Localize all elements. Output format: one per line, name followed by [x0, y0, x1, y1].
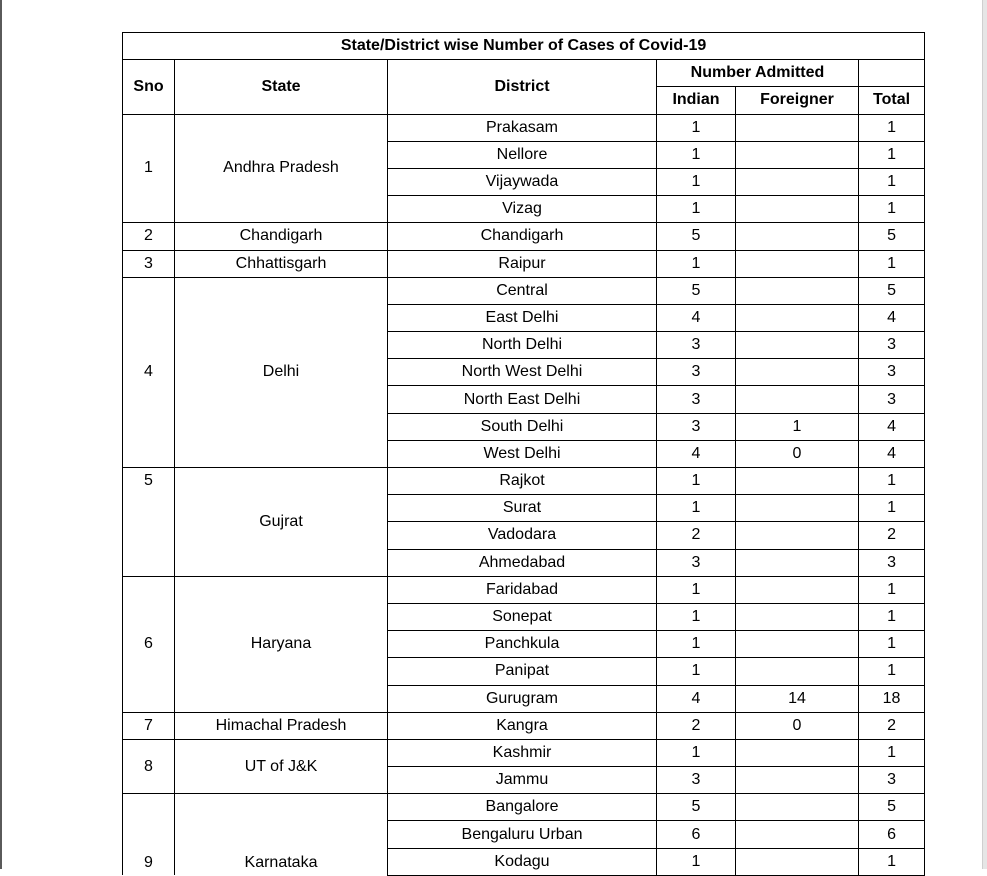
foreigner-cell [736, 250, 859, 277]
district-cell: West Delhi [388, 440, 657, 467]
foreigner-cell [736, 223, 859, 250]
indian-cell: 3 [657, 549, 736, 576]
state-cell: Karnataka [175, 794, 388, 876]
state-cell: Himachal Pradesh [175, 712, 388, 739]
table-row [123, 576, 925, 603]
total-cell: 3 [859, 332, 925, 359]
total-cell: 1 [859, 141, 925, 168]
district-cell: Bengaluru Urban [388, 821, 657, 848]
district-cell: Prakasam [388, 114, 657, 141]
table-header [123, 33, 925, 115]
foreigner-cell [736, 386, 859, 413]
district-cell: South Delhi [388, 413, 657, 440]
state-cell: Chhattisgarh [175, 250, 388, 277]
total-cell: 3 [859, 767, 925, 794]
foreigner-cell [736, 332, 859, 359]
table-row [123, 794, 925, 821]
indian-cell: 1 [657, 495, 736, 522]
foreigner-cell [736, 821, 859, 848]
foreigner-cell [736, 522, 859, 549]
indian-cell: 1 [657, 114, 736, 141]
foreigner-cell: 1 [736, 413, 859, 440]
header-total: Total [859, 87, 925, 114]
total-cell: 18 [859, 685, 925, 712]
table-row [123, 277, 925, 304]
foreigner-cell [736, 495, 859, 522]
foreigner-cell [736, 603, 859, 630]
state-cell: Gujrat [175, 468, 388, 577]
foreigner-cell [736, 196, 859, 223]
district-cell: Panipat [388, 658, 657, 685]
district-cell: Faridabad [388, 576, 657, 603]
indian-cell: 4 [657, 440, 736, 467]
sno-cell: 2 [123, 223, 175, 250]
indian-cell: 5 [657, 794, 736, 821]
table-row [123, 712, 925, 739]
foreigner-cell [736, 848, 859, 875]
indian-cell: 1 [657, 658, 736, 685]
indian-cell: 1 [657, 168, 736, 195]
district-cell: Kangra [388, 712, 657, 739]
indian-cell: 1 [657, 848, 736, 875]
table-row [123, 739, 925, 766]
foreigner-cell [736, 767, 859, 794]
total-cell: 1 [859, 468, 925, 495]
foreigner-cell [736, 168, 859, 195]
district-cell: Panchkula [388, 631, 657, 658]
indian-cell: 1 [657, 576, 736, 603]
header-district: District [388, 60, 657, 114]
table-body [123, 114, 925, 875]
district-cell: Gurugram [388, 685, 657, 712]
total-cell: 1 [859, 114, 925, 141]
district-cell: Nellore [388, 141, 657, 168]
district-cell: Raipur [388, 250, 657, 277]
foreigner-cell: 14 [736, 685, 859, 712]
indian-cell: 1 [657, 250, 736, 277]
covid-cases-table [122, 32, 925, 876]
foreigner-cell [736, 359, 859, 386]
indian-cell: 5 [657, 223, 736, 250]
district-cell: North West Delhi [388, 359, 657, 386]
district-cell: Rajkot [388, 468, 657, 495]
total-cell: 1 [859, 603, 925, 630]
district-cell: Vijaywada [388, 168, 657, 195]
total-cell: 1 [859, 250, 925, 277]
indian-cell: 1 [657, 603, 736, 630]
viewer-scrollbar-track[interactable] [982, 0, 987, 869]
table-row [123, 250, 925, 277]
table-title: State/District wise Number of Cases of Covid-19 [123, 33, 925, 60]
indian-cell: 1 [657, 141, 736, 168]
total-cell: 4 [859, 440, 925, 467]
sno-cell: 6 [123, 576, 175, 712]
indian-cell: 3 [657, 386, 736, 413]
total-cell: 1 [859, 848, 925, 875]
foreigner-cell [736, 468, 859, 495]
total-cell: 1 [859, 658, 925, 685]
header-sno: Sno [123, 60, 175, 114]
indian-cell: 1 [657, 739, 736, 766]
total-cell: 5 [859, 794, 925, 821]
district-cell: Kodagu [388, 848, 657, 875]
state-cell: Chandigarh [175, 223, 388, 250]
table-row [123, 223, 925, 250]
district-cell: Vadodara [388, 522, 657, 549]
district-cell: Kashmir [388, 739, 657, 766]
indian-cell: 2 [657, 712, 736, 739]
foreigner-cell [736, 304, 859, 331]
indian-cell: 4 [657, 685, 736, 712]
state-cell: UT of J&K [175, 739, 388, 793]
total-cell: 2 [859, 712, 925, 739]
sno-cell: 4 [123, 277, 175, 467]
indian-cell: 6 [657, 821, 736, 848]
foreigner-cell [736, 658, 859, 685]
viewer-left-edge [0, 0, 2, 869]
sno-cell: 3 [123, 250, 175, 277]
state-cell: Andhra Pradesh [175, 114, 388, 223]
title-row [123, 33, 925, 60]
district-cell: North East Delhi [388, 386, 657, 413]
foreigner-cell [736, 631, 859, 658]
total-cell: 2 [859, 522, 925, 549]
foreigner-cell [736, 277, 859, 304]
sno-cell: 9 [123, 794, 175, 876]
foreigner-cell [736, 576, 859, 603]
indian-cell: 3 [657, 332, 736, 359]
district-cell: Chandigarh [388, 223, 657, 250]
district-cell: Bangalore [388, 794, 657, 821]
district-cell: Surat [388, 495, 657, 522]
state-cell: Haryana [175, 576, 388, 712]
foreigner-cell: 0 [736, 440, 859, 467]
header-total-blank [859, 60, 925, 87]
district-cell: North Delhi [388, 332, 657, 359]
district-cell: Ahmedabad [388, 549, 657, 576]
sno-cell: 8 [123, 739, 175, 793]
foreigner-cell [736, 114, 859, 141]
foreigner-cell [736, 549, 859, 576]
total-cell: 1 [859, 196, 925, 223]
total-cell: 1 [859, 576, 925, 603]
total-cell: 3 [859, 359, 925, 386]
foreigner-cell [736, 794, 859, 821]
district-cell: Central [388, 277, 657, 304]
total-cell: 5 [859, 223, 925, 250]
foreigner-cell: 0 [736, 712, 859, 739]
indian-cell: 1 [657, 196, 736, 223]
header-state: State [175, 60, 388, 114]
foreigner-cell [736, 739, 859, 766]
foreigner-cell [736, 141, 859, 168]
district-cell: Jammu [388, 767, 657, 794]
header-foreigner: Foreigner [736, 87, 859, 114]
district-cell: East Delhi [388, 304, 657, 331]
indian-cell: 3 [657, 359, 736, 386]
total-cell: 6 [859, 821, 925, 848]
indian-cell: 2 [657, 522, 736, 549]
table-row [123, 468, 925, 495]
total-cell: 4 [859, 413, 925, 440]
total-cell: 3 [859, 386, 925, 413]
header-number-admitted: Number Admitted [657, 60, 859, 87]
indian-cell: 4 [657, 304, 736, 331]
indian-cell: 1 [657, 468, 736, 495]
indian-cell: 3 [657, 413, 736, 440]
total-cell: 1 [859, 739, 925, 766]
indian-cell: 5 [657, 277, 736, 304]
total-cell: 1 [859, 495, 925, 522]
total-cell: 1 [859, 631, 925, 658]
district-cell: Vizag [388, 196, 657, 223]
table-row [123, 114, 925, 141]
total-cell: 5 [859, 277, 925, 304]
total-cell: 4 [859, 304, 925, 331]
district-cell: Sonepat [388, 603, 657, 630]
sno-cell: 5 [123, 468, 175, 577]
indian-cell: 3 [657, 767, 736, 794]
total-cell: 1 [859, 168, 925, 195]
sno-cell: 1 [123, 114, 175, 223]
header-row-1 [123, 60, 925, 87]
indian-cell: 1 [657, 631, 736, 658]
header-indian: Indian [657, 87, 736, 114]
sno-cell: 7 [123, 712, 175, 739]
total-cell: 3 [859, 549, 925, 576]
state-cell: Delhi [175, 277, 388, 467]
